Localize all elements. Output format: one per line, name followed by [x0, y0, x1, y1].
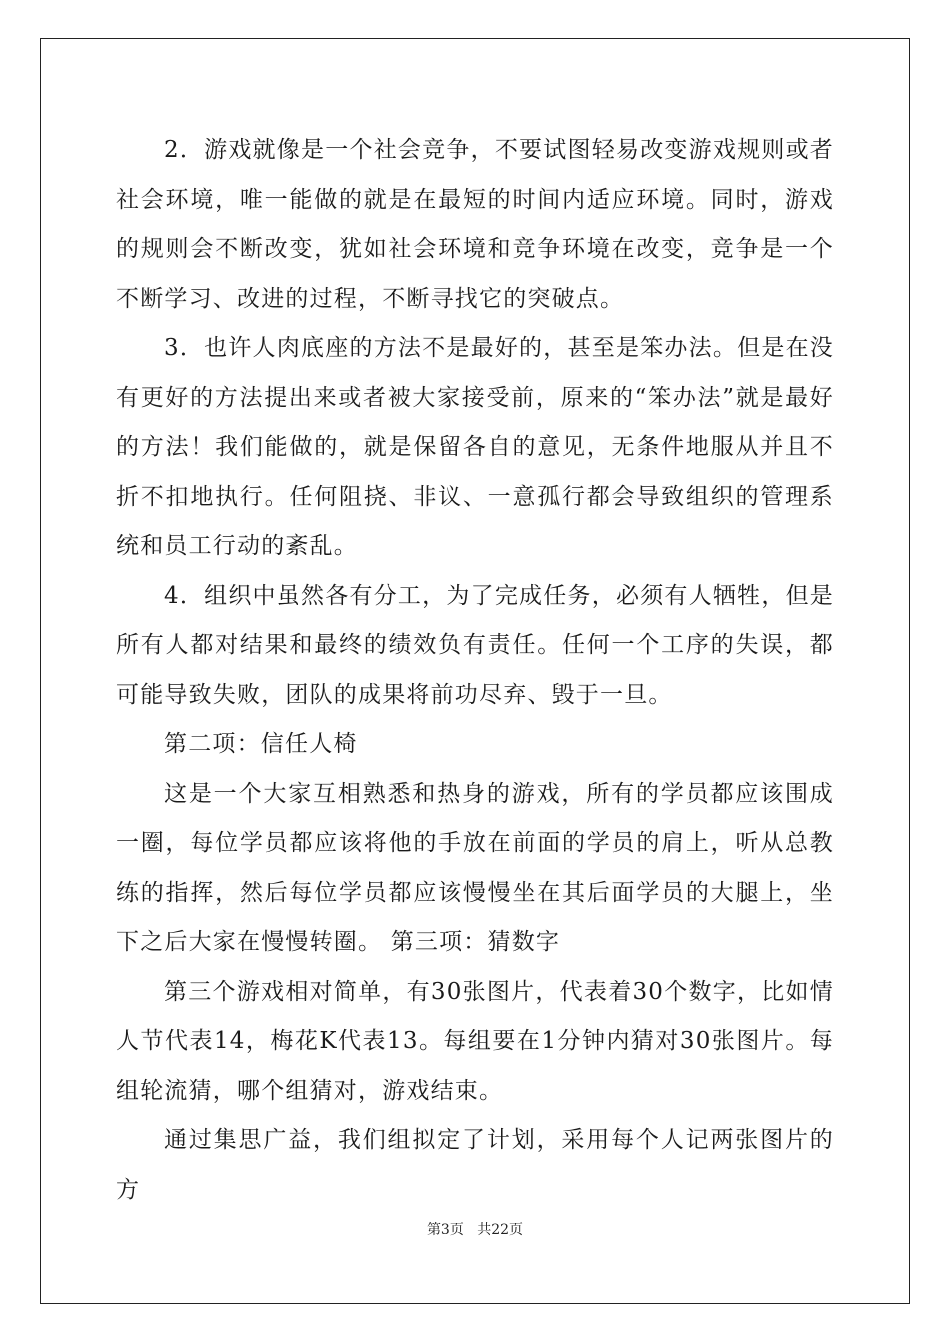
- page-footer: [0, 1219, 950, 1239]
- paragraph-point-3: 3．也许人肉底座的方法不是最好的，甚至是笨办法。但是在没有更好的方法提出来或者被大家接受前，原来的“笨办法”就是最好的方法！我们能做的，就是保留各自的意见，无条件地服从并且不折不扣地执行。任何阻挠、非议、一意孤行都会导致组织的管理系统和员工行动的紊乱。: [116, 335, 834, 559]
- page-total: 共22页: [477, 1222, 524, 1238]
- paragraph-trust-chair: 这是一个大家互相熟悉和热身的游戏，所有的学员都应该围成一圈，每位学员都应该将他的手放在前面的学员的肩上，听从总教练的指挥，然后每位学员都应该慢慢坐在其后面学员的大腿上，坐下之后大家在慢慢转圈。 第三项：猜数字: [116, 780, 834, 955]
- page-number: 第3页: [426, 1222, 464, 1238]
- section-heading-trust-chair: 第二项：信任人椅: [164, 731, 358, 757]
- document-body: [116, 126, 834, 1215]
- paragraph-point-4: 4．组织中虽然各有分工，为了完成任务，必须有人牺牲，但是所有人都对结果和最终的绩效负有责任。任何一个工序的失误，都可能导致失败，团队的成果将前功尽弃、毁于一旦。: [116, 582, 834, 708]
- paragraph-point-2: 2．游戏就像是一个社会竞争，不要试图轻易改变游戏规则或者社会环境，唯一能做的就是在最短的时间内适应环境。同时，游戏的规则会不断改变，犹如社会环境和竞争环境在改变，竞争是一个不断学习、改进的过程，不断寻找它的突破点。: [116, 137, 834, 312]
- paragraph-plan: 通过集思广益，我们组拟定了计划，采用每个人记两张图片的方: [116, 1127, 834, 1203]
- paragraph-guess-number: 第三个游戏相对简单，有30张图片，代表着30个数字，比如情人节代表14，梅花K代表13。每组要在1分钟内猜对30张图片。每组轮流猜，哪个组猜对，游戏结束。: [116, 978, 834, 1104]
